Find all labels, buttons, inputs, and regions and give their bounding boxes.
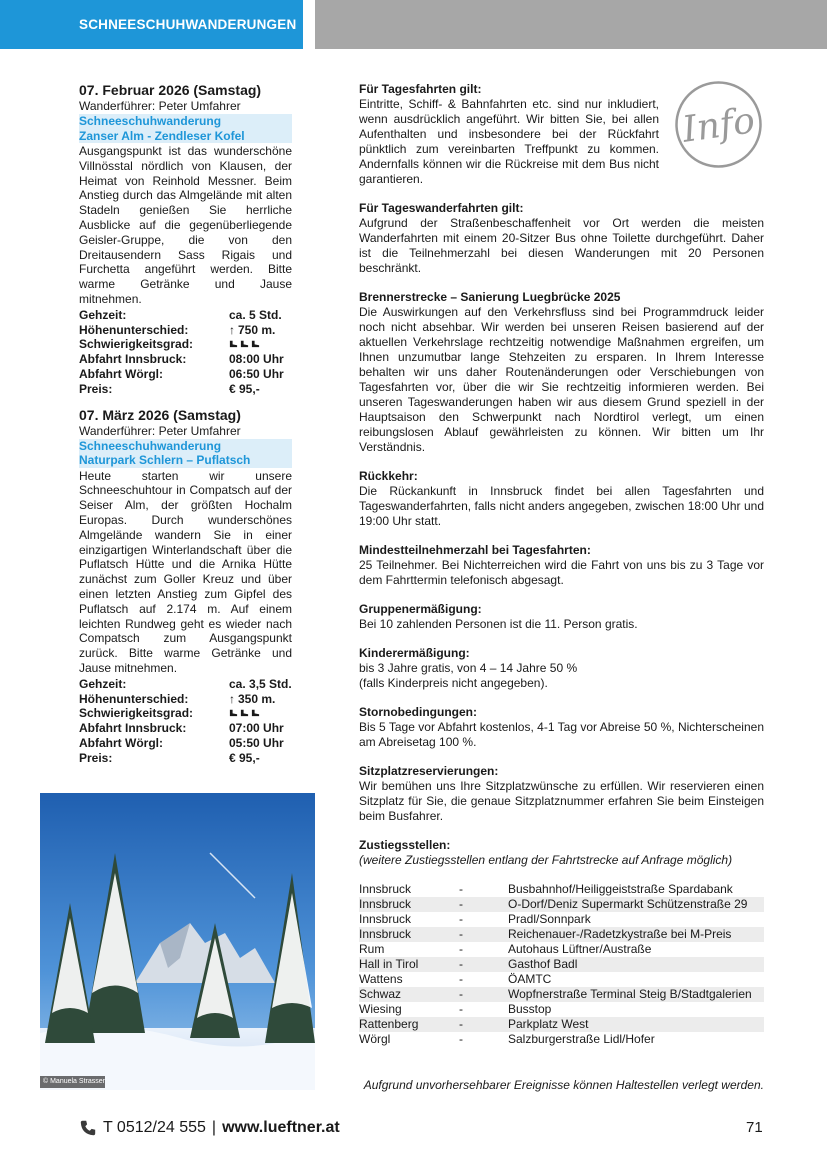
stop-town: Schwaz (359, 987, 402, 1001)
walking-time: ca. 5 Std. (229, 307, 282, 322)
stop-separator: - (459, 957, 463, 971)
info-heading: Kinderermäßigung: (359, 646, 470, 660)
footer (79, 1118, 340, 1138)
tour-facts (79, 308, 292, 397)
info-text: Wir bemühen uns Ihre Sitzplatzwünsche zu erfüllen. Wir reservieren einen Sitzplatz für Sie, die genaue Sitzplatznummer erfahren Sie beim Einsteigen beim Busfahrer. (359, 779, 764, 823)
info-text: Die Auswirkungen auf den Verkehrsfluss sind bei Programmdruck leider noch nicht absehbar. Wir werden bei unseren Reisen basierend auf der aktuellen Verkehrslage rechtzeitig notwendige Maßnahmen ergreifen, um Ihnen unzumutbar lange Stehzeiten zu ersparen. In Ihrem Interesse behalten wir uns daher Routenänderungen oder Verschiebungen von Tagesfahrten vor, über die wir Sie rechtzeitig informieren werden. Bei unseren Tageswanderungen haben wir aus diesem Grund speziell in der Hauptsaison den Schwerpunkt nach Nordtirol verlegt, um einen reibungslosen Ablauf gewährleisten zu können. Wir bitten um Ihr Verständnis. (359, 305, 764, 454)
table-row (359, 942, 764, 957)
fact-label: Preis: (79, 381, 113, 396)
tour-guide: Wanderführer: Peter Umfahrer (79, 99, 241, 113)
table-row (359, 957, 764, 972)
info-block-seat-reservation (359, 764, 764, 824)
tour-facts (79, 677, 292, 766)
stop-separator: - (459, 1002, 463, 1016)
table-row (359, 1017, 764, 1032)
photo-credit: © Manuela Strasser (40, 1076, 105, 1088)
info-text: Die Rückankunft in Innsbruck findet bei allen Tagesfahrten und Tageswanderfahrten, falls nicht anders angegeben, zwischen 18:00 Uhr und 19:00 Uhr statt. (359, 484, 764, 528)
stop-town: Innsbruck (359, 912, 412, 926)
fact-label: Preis: (79, 750, 113, 765)
stop-place: Reichenauer-/Radetzkystraße bei M-Preis (508, 927, 732, 941)
tour-description: Ausgangspunkt ist das wunderschöne Villnösstal nördlich von Klausen, der Heimat von Reinhold Messner. Beim Anstieg durch das Almgelände mit alten Stadeln genießen Sie herrliche Ausblicke auf die gegenüberliegende Geisler-Gruppe, die von den Dreitausendern Sass Rigais und Furchetta angeführt werden. Bitte warme Getränke und Jause mitnehmen. (79, 144, 292, 306)
stop-town: Wattens (359, 972, 403, 986)
section-header (0, 0, 303, 49)
price: € 95,- (229, 381, 260, 396)
phone-icon (79, 1119, 97, 1137)
difficulty-rating (229, 706, 260, 718)
stop-place: Busstop (508, 1002, 552, 1016)
tour-2 (79, 407, 292, 766)
difficulty-rating (229, 337, 260, 349)
table-row (359, 987, 764, 1002)
stop-place: Wopfnerstraße Terminal Steig B/Stadtgalerien (508, 987, 752, 1001)
tour-date: 07. März 2026 (Samstag) (79, 406, 241, 423)
info-block-child-discount (359, 646, 764, 691)
table-row (359, 1002, 764, 1017)
fact-label: Abfahrt Innsbruck: (79, 721, 187, 736)
info-text: Bei 10 zahlenden Personen ist die 11. Person gratis. (359, 617, 638, 631)
header-bar (315, 0, 827, 49)
boarding-footer-note: Aufgrund unvorhersehbarer Ereignisse können Haltestellen verlegt werden. (363, 1078, 764, 1092)
website-link[interactable]: www.lueftner.at (222, 1119, 340, 1136)
elevation-gain: 750 m. (238, 322, 276, 337)
info-block-cancellation (359, 705, 764, 750)
stop-place: ÖAMTC (508, 972, 552, 986)
tour-title-line2: Zanser Alm - Zendleser Kofel (79, 128, 245, 143)
stop-town: Hall in Tirol (359, 957, 419, 971)
page-number: 71 (746, 1119, 763, 1136)
info-heading: Für Tageswanderfahrten gilt: (359, 201, 524, 215)
info-block-group-discount (359, 602, 764, 632)
fact-label: Schwierigkeitsgrad: (79, 337, 194, 352)
stop-town: Innsbruck (359, 882, 412, 896)
fact-label: Gehzeit: (79, 307, 127, 322)
tour-title (79, 439, 292, 468)
tours-column (79, 82, 292, 775)
info-text: Bis 5 Tage vor Abfahrt kostenlos, 4-1 Tag vor Abreise 50 %, Nichterscheinen am Abreisetag 100 %. (359, 720, 764, 749)
info-heading: Stornobedingungen: (359, 705, 477, 719)
info-heading: Gruppenermäßigung: (359, 602, 482, 616)
stop-town: Wiesing (359, 1002, 402, 1016)
stop-separator: - (459, 882, 463, 896)
stop-place: Salzburgerstraße Lidl/Hofer (508, 1032, 655, 1046)
stop-separator: - (459, 1032, 463, 1046)
fact-label: Höhenunterschied: (79, 322, 189, 337)
stop-separator: - (459, 972, 463, 986)
tour-guide: Wanderführer: Peter Umfahrer (79, 423, 241, 438)
fact-label: Abfahrt Wörgl: (79, 735, 163, 750)
info-heading: Brennerstrecke – Sanierung Luegbrücke 2025 (359, 290, 621, 304)
snowshoe-icon (229, 339, 238, 348)
info-heading: Zustiegsstellen: (359, 838, 451, 852)
boarding-note: (weitere Zustiegsstellen entlang der Fahrtstrecke auf Anfrage möglich) (359, 853, 733, 867)
info-heading: Sitzplatzreservierungen: (359, 764, 499, 778)
stop-place: Parkplatz West (508, 1017, 589, 1031)
table-row (359, 1032, 764, 1047)
tour-title-line1: Schneeschuhwanderung (79, 438, 222, 453)
stop-place: Pradl/Sonnpark (508, 912, 591, 926)
stop-separator: - (459, 987, 463, 1001)
fact-label: Gehzeit: (79, 676, 127, 691)
tour-description: Heute starten wir unsere Schneeschuhtour in Compatsch auf der Seiser Alm, der größten Hochalm Europas. Durch wunderschönes Almgelände wandern Sie in einer einzigartigen Winterlandschaft über die Puflatsch Hütte und die Arnika Hütte zunächst zum Goller Kreuz und über einen letzten Anstieg zum Gipfel des Puflatsch auf 2.174 m. Auf einem leichten Rundweg geht es wieder nach Compatsch zum Ausgangspunkt zurück. Bitte warme Getränke und Jause mitnehmen. (79, 468, 292, 675)
info-heading: Rückkehr: (359, 469, 418, 483)
departure-innsbruck: 08:00 Uhr (229, 352, 284, 367)
info-text: (falls Kinderpreis nicht angegeben). (359, 676, 548, 690)
stop-town: Rum (359, 942, 385, 956)
walking-time: ca. 3,5 Std. (229, 676, 292, 691)
table-row (359, 972, 764, 987)
fact-label: Abfahrt Wörgl: (79, 366, 163, 381)
arrow-up-icon: ↑ (229, 691, 235, 706)
stop-town: Wörgl (359, 1032, 391, 1046)
snowshoe-icon (229, 708, 238, 717)
stop-separator: - (459, 897, 463, 911)
info-text: 25 Teilnehmer. Bei Nichterreichen wird die Fahrt von uns bis zu 3 Tage vor dem Fahrttermin telefonisch abgesagt. (359, 558, 764, 587)
tour-title-line2: Naturpark Schlern – Puflatsch (79, 453, 251, 468)
snowshoe-icon (251, 708, 260, 717)
stop-town: Innsbruck (359, 897, 412, 911)
info-block-hiking-trips (359, 201, 764, 276)
snowshoe-icon (240, 339, 249, 348)
stop-separator: - (459, 912, 463, 926)
table-row (359, 912, 764, 927)
info-block-day-trips (359, 82, 764, 187)
phone-number: T 0512/24 555 (103, 1119, 206, 1136)
tour-1 (79, 82, 292, 397)
stop-separator: - (459, 942, 463, 956)
section-title: SCHNEESCHUHWANDERUNGEN (79, 17, 297, 32)
price: € 95,- (229, 750, 260, 765)
stop-separator: - (459, 927, 463, 941)
fact-label: Schwierigkeitsgrad: (79, 706, 194, 721)
table-row (359, 882, 764, 897)
info-text: Aufgrund der Straßenbeschaffenheit vor Ort werden die meisten Wanderfahrten mit einem 20-Sitzer Bus ohne Toilette durchgeführt. Daher ist die Teilnehmerzahl bei diesen Wanderungen mit 20 Personen beschränkt. (359, 216, 764, 275)
info-heading: Für Tagesfahrten gilt: (359, 82, 482, 96)
stop-town: Innsbruck (359, 927, 412, 941)
departure-woergl: 06:50 Uhr (229, 366, 284, 381)
snowshoe-icon (240, 708, 249, 717)
snowshoe-icon (251, 339, 260, 348)
info-column (359, 82, 764, 1061)
stop-place: O-Dorf/Deniz Supermarkt Schützenstraße 29 (508, 897, 748, 911)
departure-innsbruck: 07:00 Uhr (229, 721, 284, 736)
departure-woergl: 05:50 Uhr (229, 735, 284, 750)
fact-label: Abfahrt Innsbruck: (79, 352, 187, 367)
info-text: bis 3 Jahre gratis, von 4 – 14 Jahre 50 % (359, 661, 578, 675)
stop-place: Autohaus Lüftner/Austraße (508, 942, 652, 956)
fact-label: Höhenunterschied: (79, 691, 189, 706)
boarding-points (359, 838, 764, 1047)
table-row (359, 897, 764, 912)
tour-title-line1: Schneeschuhwanderung (79, 114, 222, 128)
footer-separator: | (211, 1119, 217, 1136)
stop-place: Gasthof Badl (508, 957, 578, 971)
tour-date: 07. Februar 2026 (Samstag) (79, 82, 262, 98)
info-block-brenner (359, 290, 764, 455)
stop-town: Rattenberg (359, 1017, 419, 1031)
info-text: Eintritte, Schiff- & Bahnfahrten etc. sind nur inkludiert, wenn ausdrücklich angeführt. Wir bitten Sie, bei allen Aufenthalten und insbesondere bei der Rückfahrt pünktlich zum vereinbarten Treffpunkt zu kommen. Andernfalls können wir die Rückreise mit dem Bus nicht garantieren. (359, 97, 659, 186)
boarding-table (359, 882, 764, 1047)
stop-separator: - (459, 1017, 463, 1031)
table-row (359, 927, 764, 942)
stop-place: Busbahnhof/Heiliggeiststraße Spardabank (508, 882, 733, 896)
arrow-up-icon: ↑ (229, 322, 235, 337)
tour-title (79, 114, 292, 143)
info-block-return (359, 469, 764, 529)
info-heading: Mindestteilnehmerzahl bei Tagesfahrten: (359, 543, 591, 557)
info-block-min-participants (359, 543, 764, 588)
winter-landscape-photo (40, 793, 315, 1090)
logo-text: Info (679, 100, 758, 151)
elevation-gain: 350 m. (238, 691, 276, 706)
